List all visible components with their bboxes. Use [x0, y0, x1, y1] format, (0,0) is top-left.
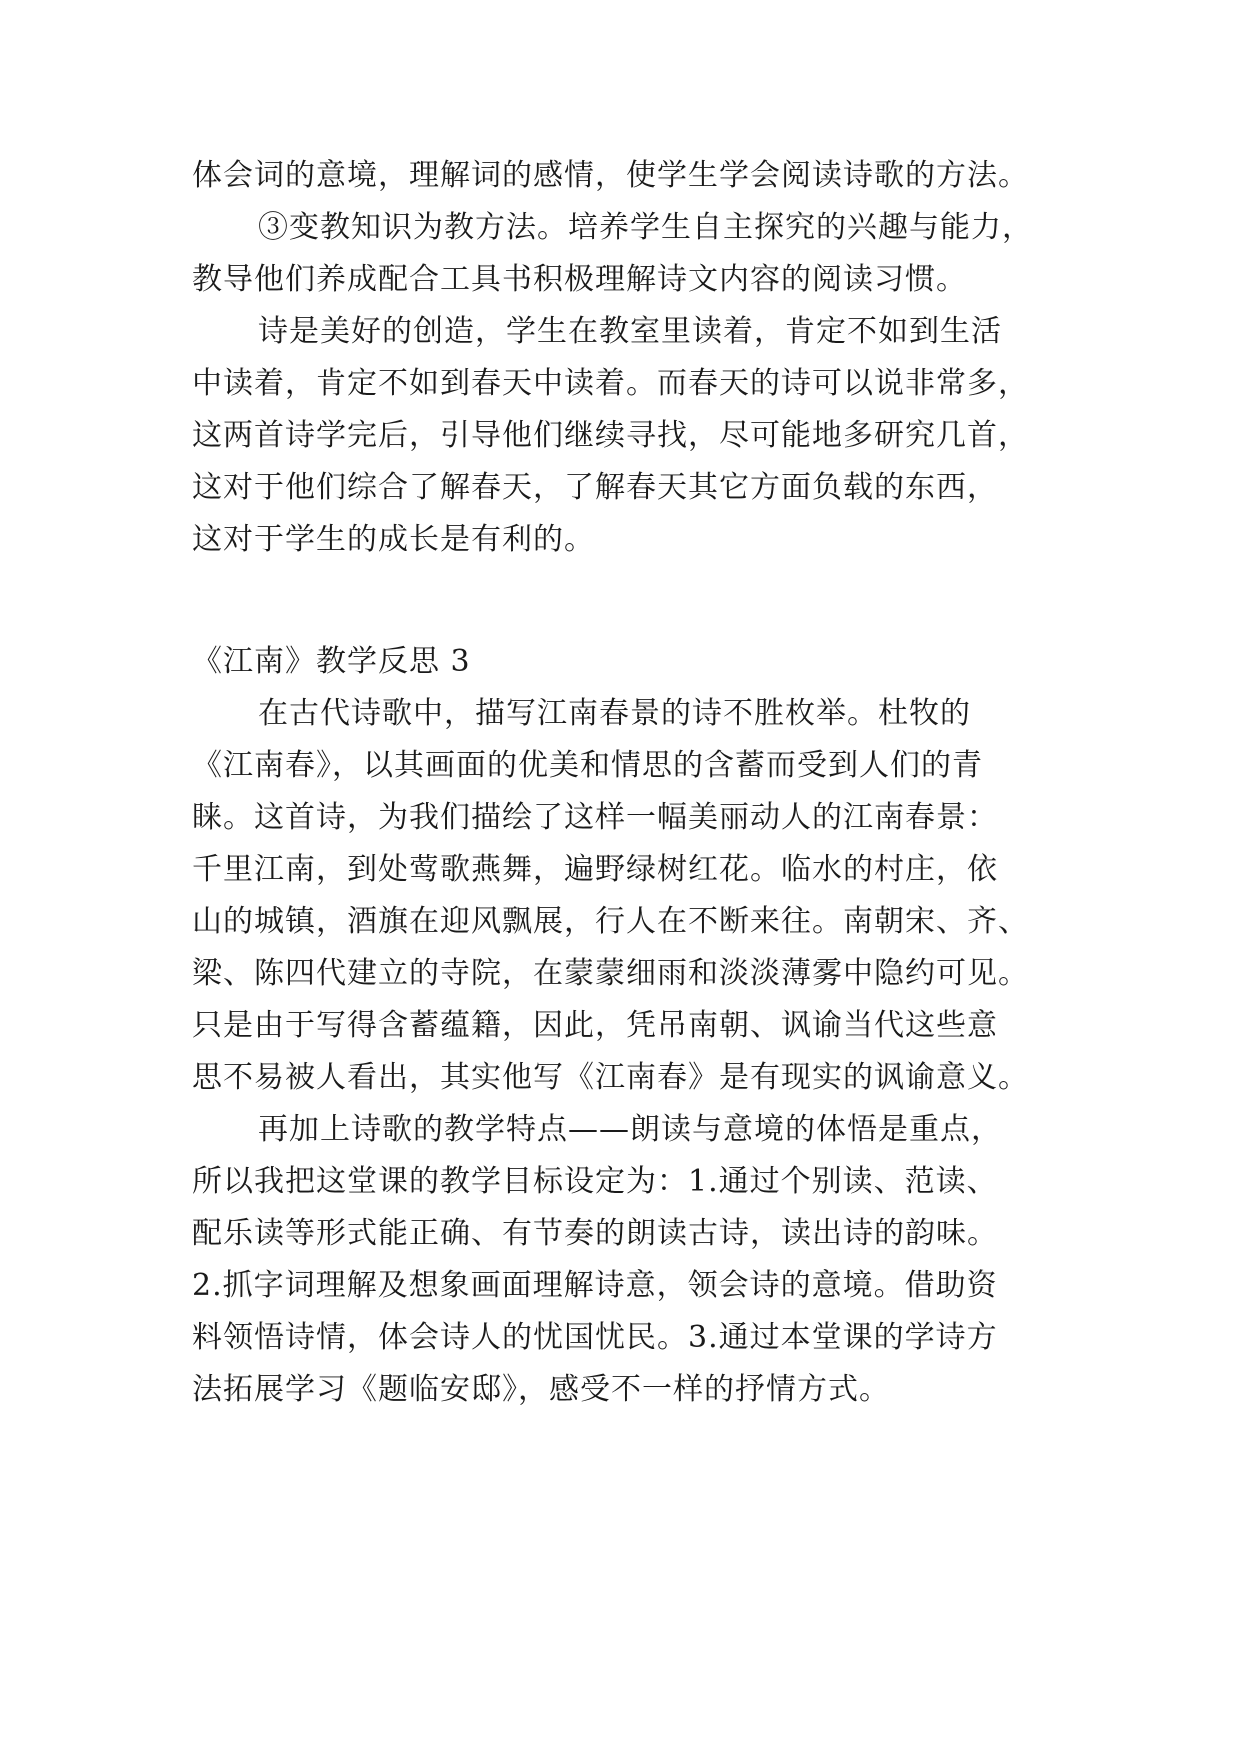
paragraph-jiangnan-chun [192, 688, 1082, 1104]
text-line: 思不易被人看出，其实他写《江南春》是有现实的讽谕意义。 [192, 1060, 1029, 1095]
text-line: 教导他们养成配合工具书积极理解诗文内容的阅读习惯。 [192, 262, 967, 297]
text-line: 中读着，肯定不如到春天中读着。而春天的诗可以说非常多， [192, 366, 1029, 401]
text-line: 诗是美好的创造，学生在教室里读着，肯定不如到生活 [258, 314, 1002, 349]
paragraph-teaching-goals [192, 1104, 1082, 1416]
section-spacer [192, 566, 1082, 636]
text-line: 《江南春》，以其画面的优美和情思的含蓄而受到人们的青 [192, 748, 983, 783]
text-line: 这对于学生的成长是有利的。 [192, 522, 595, 557]
text-line: 料领悟诗情，体会诗人的忧国忧民。3.通过本堂课的学诗方 [192, 1320, 998, 1355]
text-line: 法拓展学习《题临安邸》，感受不一样的抒情方式。 [192, 1372, 890, 1407]
text-line: ③变教知识为教方法。培养学生自主探究的兴趣与能力， [258, 210, 1033, 245]
document-page [192, 150, 1082, 1416]
text-line: 这两首诗学完后，引导他们继续寻找，尽可能地多研究几首， [192, 418, 1029, 453]
paragraph-spring-poems [192, 306, 1082, 566]
text-line: 只是由于写得含蓄蕴籍，因此，凭吊南朝、讽谕当代这些意 [192, 1008, 998, 1043]
text-line: 山的城镇，酒旗在迎风飘展，行人在不断来往。南朝宋、齐、 [192, 904, 1029, 939]
text-line: 睐。这首诗，为我们描绘了这样一幅美丽动人的江南春景： [192, 800, 998, 835]
text-line: 所以我把这堂课的教学目标设定为：1.通过个别读、范读、 [192, 1164, 998, 1199]
text-line: 再加上诗歌的教学特点——朗读与意境的体悟是重点， [258, 1112, 1002, 1147]
text-line: 体会词的意境，理解词的感情，使学生学会阅读诗歌的方法。 [192, 158, 1029, 193]
text-line: 千里江南，到处莺歌燕舞，遍野绿树红花。临水的村庄，依 [192, 852, 998, 887]
text-line: 配乐读等形式能正确、有节奏的朗读古诗，读出诗的韵味。 [192, 1216, 998, 1251]
text-line: 2.抓字词理解及想象画面理解诗意，领会诗的意境。借助资 [192, 1268, 998, 1303]
text-line: 在古代诗歌中，描写江南春景的诗不胜枚举。杜牧的 [258, 696, 971, 731]
paragraph-method [192, 202, 1082, 306]
text-line: 梁、陈四代建立的寺院，在蒙蒙细雨和淡淡薄雾中隐约可见。 [192, 956, 1029, 991]
text-line: 这对于他们综合了解春天，了解春天其它方面负载的东西， [192, 470, 998, 505]
paragraph-continuation [192, 150, 1082, 202]
section-heading: 《江南》教学反思 3 [192, 644, 471, 679]
